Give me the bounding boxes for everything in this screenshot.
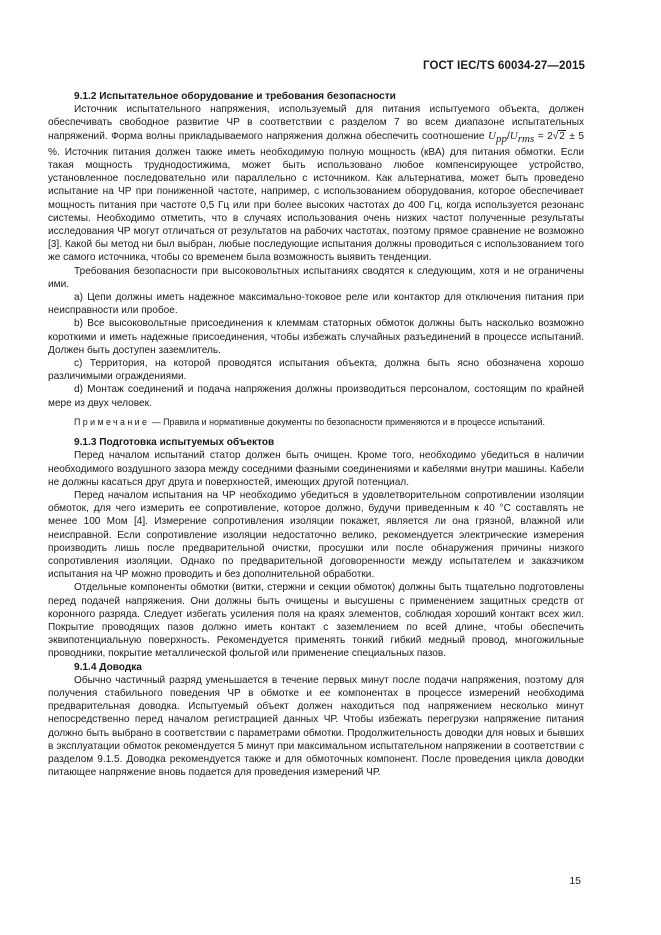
formula-sqrt-argument: 2	[559, 130, 565, 142]
note-text: — Правила и нормативные документы по безопасности применяются и в процессе испытаний.	[149, 416, 546, 427]
formula-sqrt-sign: √	[552, 130, 559, 142]
list-item-c: с) Территория, на которой проводятся испытания объекта, должна быть ясно обозначена хорошо различимыми ограждениями.	[48, 358, 584, 383]
paragraph-text: Источник испытательного напряжения, используемый для питания испытуемого объекта, должен обеспечивать свободное развитие ЧР в соответствии с разделом 7 во всем диапазоне испытательных напряжений. Форма волны прикладываемого напряжения должна обеспечить соотношение	[48, 104, 584, 142]
page-body	[48, 90, 584, 779]
paragraph-text: Источник питания должен также иметь необходимую полную мощность (кВА) для питания обмотки. Если такая мощность труднодостижима, может быть использовано любое компенсирующее устройство, установленное последовательно или параллельно с источником. Как альтернатива, может быть проведено испытание на ЧР при пониженной частоте, например, с использованием оборудования, которое обеспечивает мощность питания при частоте 0,5 Гц или при более высоких частотах до 400 Гц, когда используется резонанс системы. Необходимо отметить, что в случаях использования очень низких частот полученные результаты исследования ЧР могут отличаться от результатов на рабочих частотах, поэтому прямое сравнение не возможно [3]. Какой бы метод ни был выбран, любые последующие испытания должны проводиться с использованием того же самого источника, чтобы со временем была возможность выявить тенденции.	[48, 146, 584, 264]
list-item-a: а) Цепи должны иметь надежное максимально-токовое реле или контактор для отключения питания при неисправности или пробое.	[48, 292, 584, 317]
formula-u-symbol: U	[488, 129, 496, 142]
paragraph: Отдельные компоненты обмотки (витки, стержни и секции обмоток) должны быть тщательно подготовлены перед подачей напряжения. Они должны быть очищены и высушены с применением защитных средств от коронного разряда. Следует избегать усиления поля на краях элементов, соблюдая хороший контакт всех жил. Покрытие проводящих пазов должно иметь контакт с заземлением по всей длине, чтобы обеспечить эквипотенциальную поверхность. Рекомендуется применять тонкий гибкий медный провод, многожильные проводники, покрытие металлической фольгой или применение специальных пазов.	[48, 582, 584, 660]
formula-pp-subscript: pp	[495, 132, 507, 145]
section-heading-9-1-4: 9.1.4 Доводка	[74, 661, 142, 673]
formula-rms-subscript: rms	[517, 132, 535, 145]
list-item-d: d) Монтаж соединений и подача напряжения должны производиться персоналом, состоящим по крайней мере из двух человек.	[48, 384, 584, 409]
paragraph-test-source	[48, 103, 584, 264]
paragraph-safety-requirements: Требования безопасности при высоковольтных испытаниях сводятся к следующим, хотя и не ограничены ими.	[48, 265, 584, 290]
note-label: Примечание	[74, 416, 150, 427]
formula-equals: = 2	[534, 130, 553, 142]
formula-tolerance: ± 5 %.	[48, 130, 584, 158]
section-heading-9-1-2: 9.1.2 Испытательное оборудование и требования безопасности	[74, 91, 396, 102]
note	[48, 416, 584, 428]
section-heading-9-1-3: 9.1.3 Подготовка испытуемых объектов	[74, 437, 275, 449]
paragraph: Перед началом испытания на ЧР необходимо убедиться в удовлетворительном сопротивлении изоляции обмоток, для чего измерить ее сопротивление, которое должно, будучи приведенным к 40 °С составлять не менее 100 Мом [4]. Измерение сопротивления изоляции покажет, является ли она грязной, влажной или неисправной. Если сопротивление изоляции недостаточно велико, рекомендуется электрические измерения производить лишь после предварительной очистки, просушки или после обнаружения причины низкого сопротивления изоляции. Однако по предварительной договоренности между испытателем и заказчиком испытания на ЧР можно проводить и без дополнительной обработки.	[48, 490, 584, 581]
formula-u-symbol: U	[509, 129, 518, 142]
list-item-b: b) Все высоковольтные присоединения к клеммам статорных обмоток должны быть насколько возможно короткими и иметь надежные присоединения, чтобы избежать случайных разъединений в процессе испытаний. Должен быть доступен заземлитель.	[48, 318, 584, 356]
standard-designation: ГОСТ IEC/TS 60034-27—2015	[423, 60, 585, 72]
paragraph: Перед началом испытаний статор должен быть очищен. Кроме того, необходимо убедиться в наличии необходимого воздушного зазора между соседними фазными соединениями и кабелями внутри машины. Кабели не должны касаться друг друга и поверхностей, имеющих другой потенциал.	[48, 450, 584, 488]
page-number: 15	[569, 875, 581, 887]
formula-slash: /	[506, 130, 510, 142]
paragraph: Обычно частичный разряд уменьшается в течение первых минут после подачи напряжения, поэтому для получения стабильного поведения ЧР в обмотке и ее компонентах в процессе измерений необходима предварительная доводка. Испытуемый объект должен находиться под напряжением несколько минут непосредственно перед началом регистрацией данных ЧР. Чтобы избежать перегрузки напряжение питания должно быть выбрано в соответствии с параметрами обмотки. Продолжительность доводки для новых и бывших в эксплуатации обмоток рекомендуется 5 минут при максимальном испытательном напряжении в соответствии с разделом 9.1.5. Доводка рекомендуется также и для обмоточных компонент. После проведения цикла доводки питающее напряжение вновь подается для проведения измерений ЧР.	[48, 674, 584, 779]
